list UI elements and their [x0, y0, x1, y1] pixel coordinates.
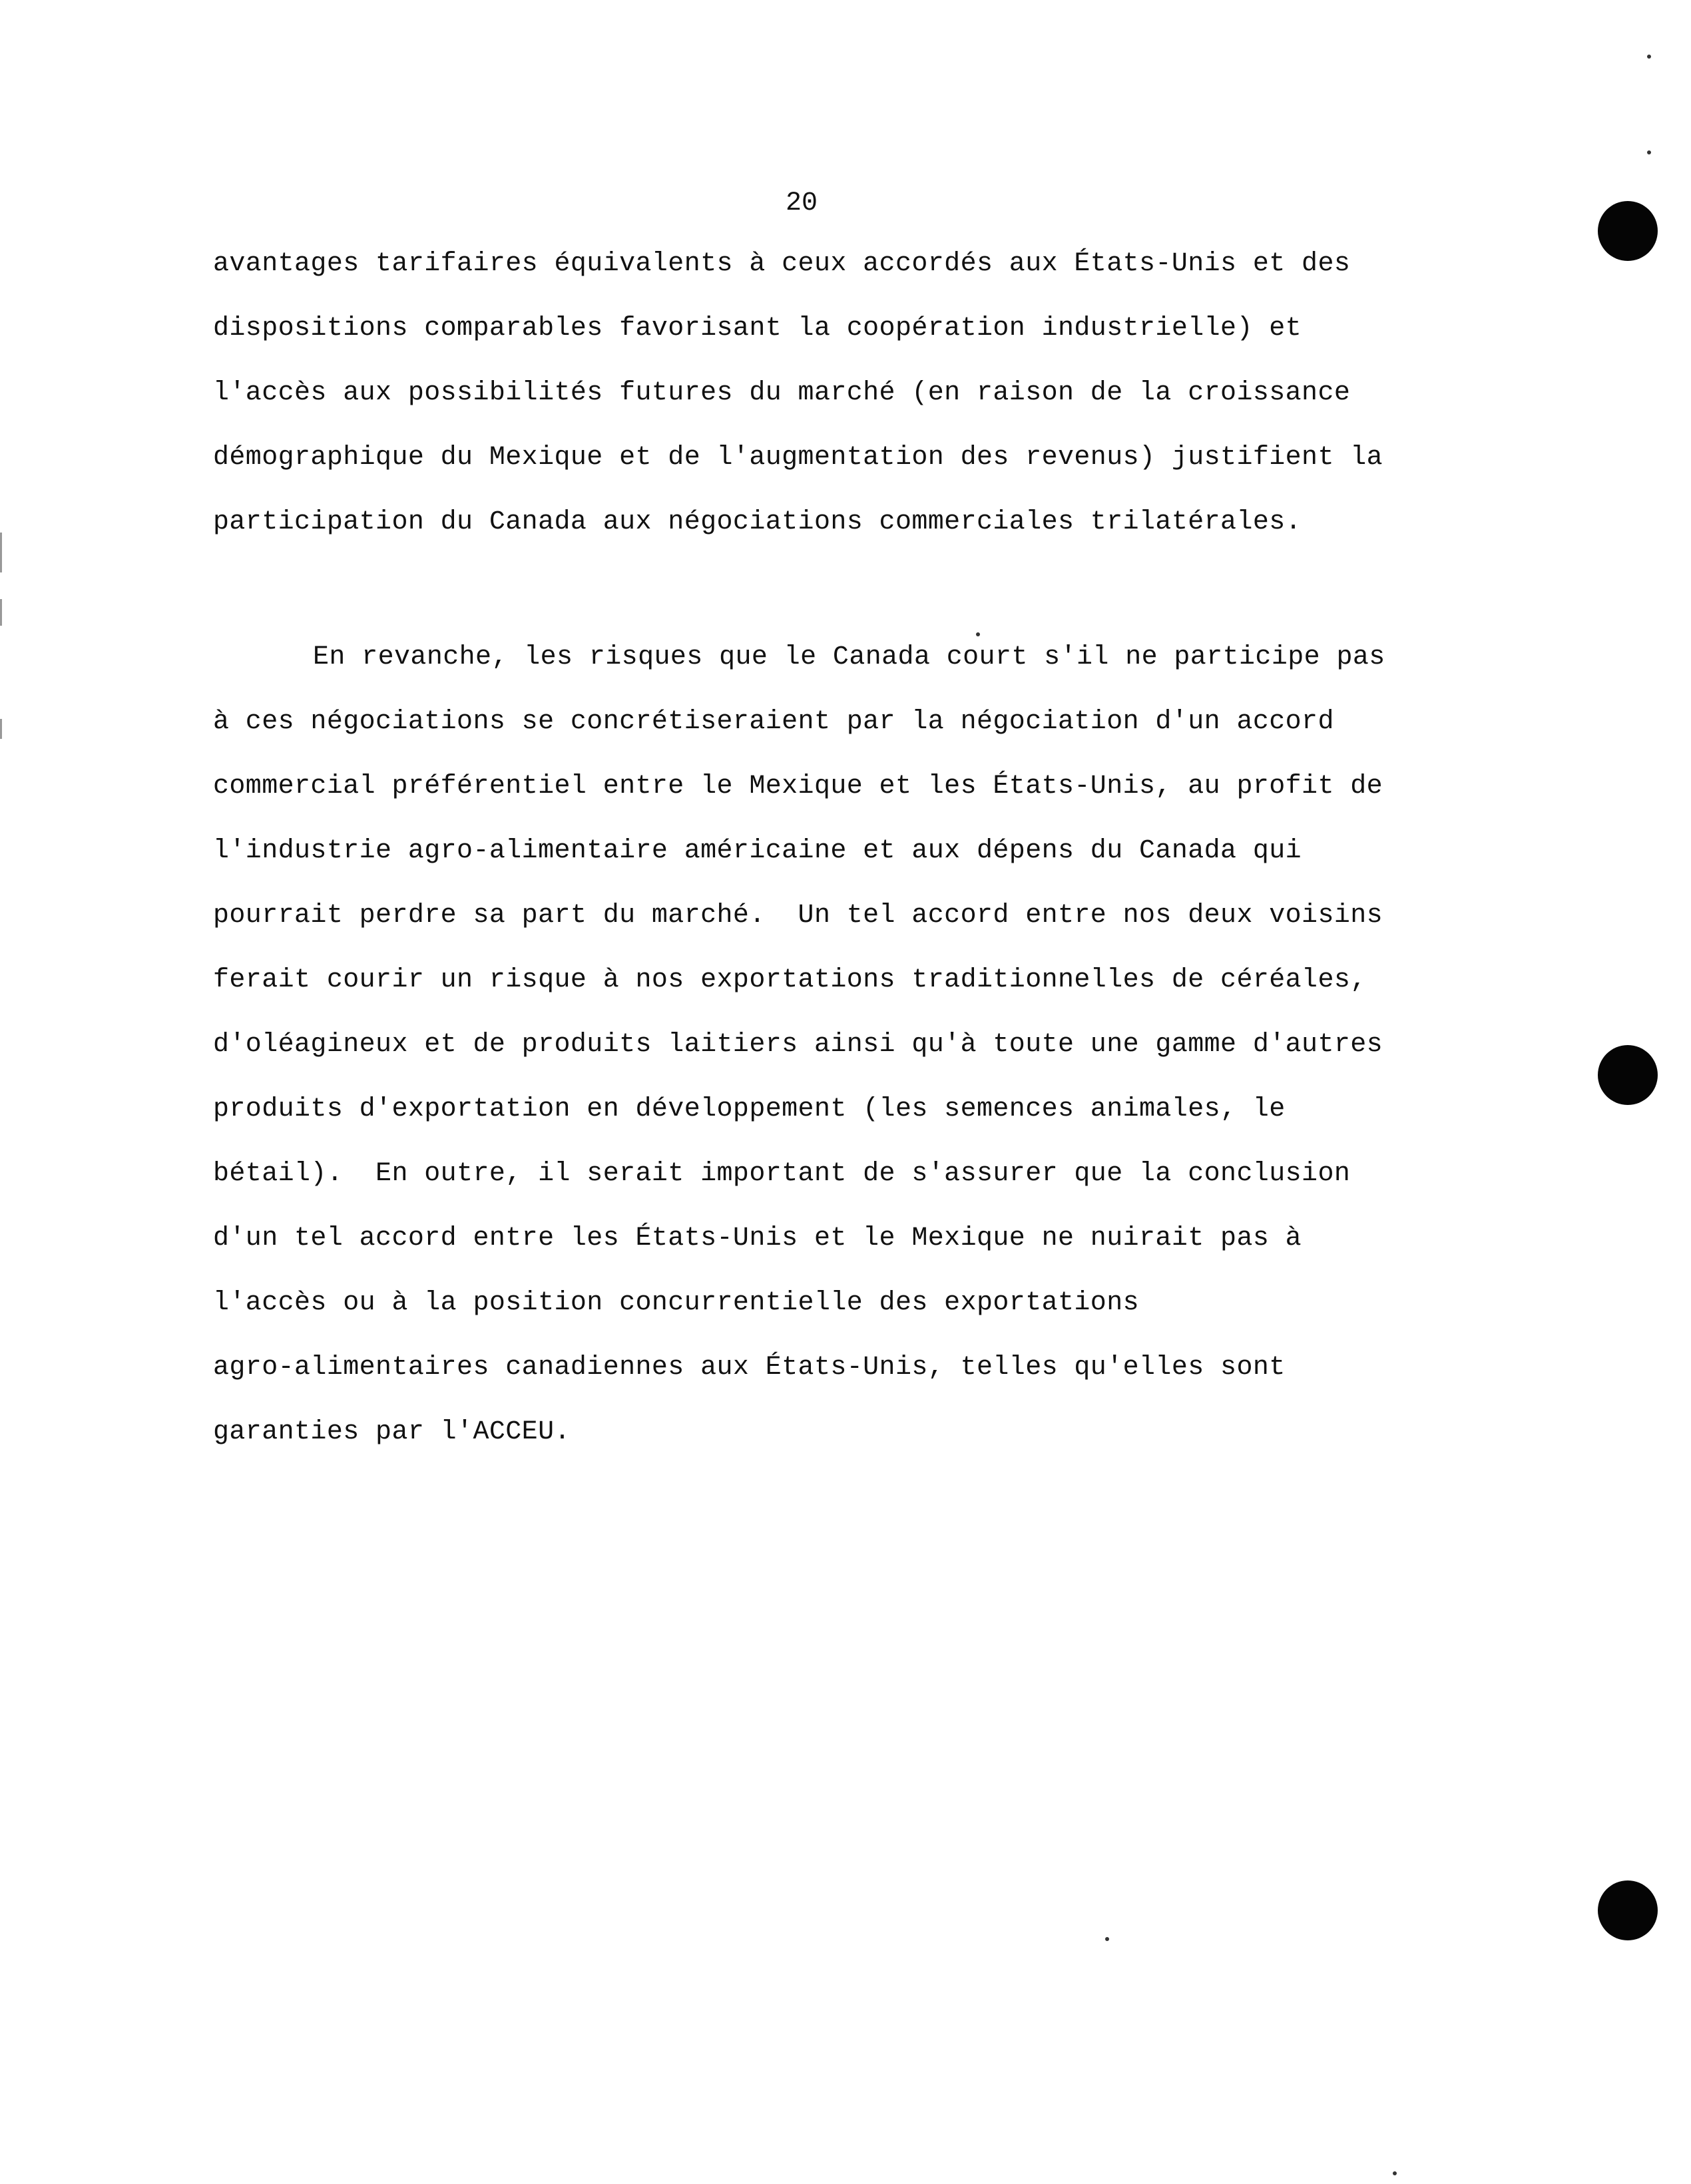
scan-speck — [1647, 55, 1651, 59]
text-line: bétail). En outre, il serait important de s'assurer que la conclusion — [213, 1159, 1351, 1189]
text-line: pourrait perdre sa part du marché. Un tel accord entre nos deux voisins — [213, 901, 1383, 931]
scan-edge-mark — [0, 533, 2, 572]
text-line: dispositions comparables favorisant la coopération industrielle) et — [213, 314, 1302, 343]
scan-speck — [1393, 2171, 1397, 2175]
text-line: ferait courir un risque à nos exportations traditionnelles de céréales, — [213, 965, 1367, 995]
scan-speck — [1105, 1937, 1109, 1941]
scan-edge-mark — [0, 719, 2, 739]
scan-edge-mark — [0, 599, 2, 626]
text-line: à ces négociations se concrétiseraient par la négociation d'un accord — [213, 707, 1334, 737]
punch-hole-icon — [1598, 1880, 1658, 1940]
page-number: 20 — [786, 188, 818, 218]
paragraph-2 — [213, 642, 1425, 1481]
text-line: En revanche, les risques que le Canada court s'il ne participe pas — [313, 642, 1385, 672]
text-line: démographique du Mexique et de l'augmentation des revenus) justifient la — [213, 443, 1383, 473]
text-line: agro-alimentaires canadiennes aux États-Unis, telles qu'elles sont — [213, 1353, 1286, 1383]
text-line: avantages tarifaires équivalents à ceux accordés aux États-Unis et des — [213, 249, 1351, 279]
punch-hole-icon — [1598, 1045, 1658, 1105]
scan-speck — [1647, 150, 1651, 154]
text-line: l'industrie agro-alimentaire américaine et aux dépens du Canada qui — [213, 836, 1302, 866]
text-line: commercial préférentiel entre le Mexique et les États-Unis, au profit de — [213, 771, 1383, 801]
text-line: garanties par l'ACCEU. — [213, 1417, 571, 1447]
text-line: d'oléagineux et de produits laitiers ainsi qu'à toute une gamme d'autres — [213, 1030, 1383, 1060]
text-line: l'accès aux possibilités futures du marché (en raison de la croissance — [213, 378, 1351, 408]
punch-hole-icon — [1598, 201, 1658, 261]
text-line: participation du Canada aux négociations commerciales trilatérales. — [213, 507, 1302, 537]
text-line: produits d'exportation en développement (les semences animales, le — [213, 1094, 1286, 1124]
scan-speck — [976, 632, 980, 636]
text-line: d'un tel accord entre les États-Unis et le Mexique ne nuirait pas à — [213, 1223, 1302, 1253]
text-line: l'accès ou à la position concurrentielle des exportations — [213, 1288, 1140, 1318]
paragraph-1 — [213, 248, 1425, 571]
